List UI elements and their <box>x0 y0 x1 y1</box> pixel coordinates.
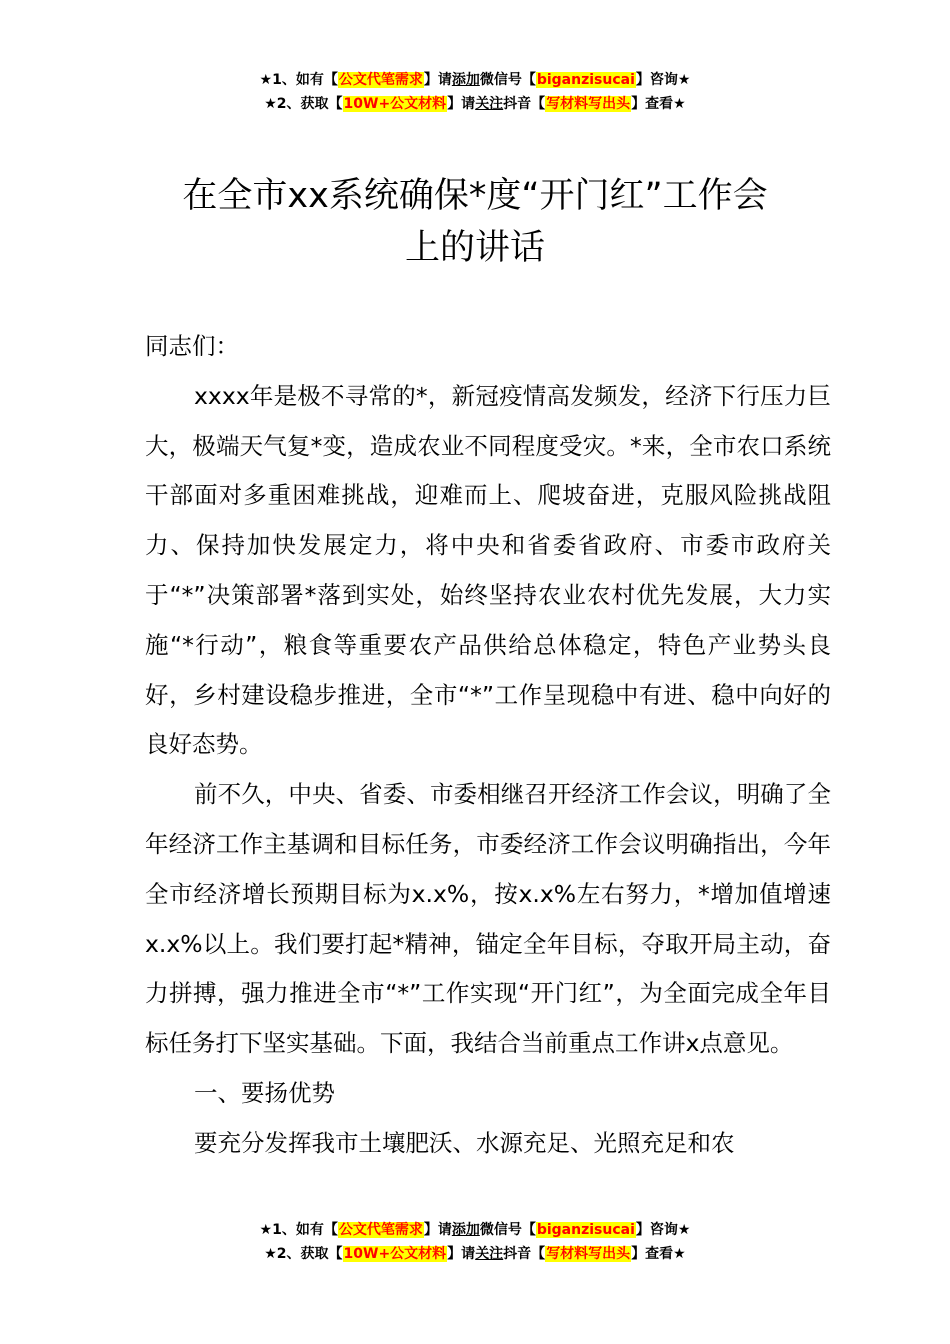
banner-line-2 <box>0 1242 950 1266</box>
banner-highlight: biganzisucai <box>536 1222 635 1238</box>
title-line-2: 上的讲话 <box>404 228 545 268</box>
header-banner <box>0 68 950 116</box>
salutation: 同志们： <box>145 332 239 360</box>
banner-highlight: 公文代笔需求 <box>338 1222 423 1238</box>
banner-highlight: 10W+公文材料 <box>343 1246 447 1262</box>
banner-line-1 <box>0 68 950 92</box>
banner-underline: 添加 <box>451 1222 480 1238</box>
banner-line-1 <box>0 1218 950 1242</box>
title-line-1: 在全市xx系统确保*度“开门红”工作会 <box>182 176 768 216</box>
banner-text: 微信号【 <box>479 1222 536 1238</box>
banner-text: 】请 <box>423 72 452 88</box>
banner-text: 】咨询★ <box>635 72 691 88</box>
footer-banner <box>0 1218 950 1266</box>
paragraph-1: xxxx年是极不寻常的*，新冠疫情高发频发，经济下行压力巨大，极端天气复*变，造成农业不同程度受灾。*来，全市农口系统干部面对多重困难挑战，迎难而上、爬坡奋进，克服风险挑战阻力、保持加快发展定力，将中央和省委省政府、市委市政府关于“*”决策部署*落到实处，始终坚持农业农村优先发展，大力实施“*行动”，粮食等重要农产品供给总体稳定，特色产业势头良好，乡村建设稳步推进，全市“*”工作呈现稳中有进、稳中向好的良好态势。 <box>145 381 831 759</box>
banner-underline: 关注 <box>475 1246 504 1262</box>
banner-text: 】查看★ <box>631 1246 686 1262</box>
banner-text: 】咨询★ <box>635 1222 691 1238</box>
banner-text: 微信号【 <box>479 72 536 88</box>
banner-highlight: 公文代笔需求 <box>338 72 423 88</box>
banner-highlight: 10W+公文材料 <box>343 96 447 112</box>
banner-underline: 关注 <box>475 96 504 112</box>
document-title <box>130 170 820 274</box>
banner-highlight: 写材料写出头 <box>546 96 631 112</box>
banner-text: ★1、如有【 <box>259 1222 338 1238</box>
banner-text: ★2、获取【 <box>264 1246 343 1262</box>
banner-text: 抖音【 <box>503 96 546 112</box>
banner-underline: 添加 <box>451 72 480 88</box>
banner-text: ★1、如有【 <box>259 72 338 88</box>
section-heading-1: 一、要扬优势 <box>194 1078 335 1107</box>
paragraph-3: 要充分发挥我市土壤肥沃、水源充足、光照充足和农 <box>194 1128 735 1157</box>
banner-line-2 <box>0 92 950 116</box>
paragraph-2: 前不久，中央、省委、市委相继召开经济工作会议，明确了全年经济工作主基调和目标任务，市委经济工作会议明确指出，今年全市经济增长预期目标为x.x%，按x.x%左右努力，*增加值增速x.x%以上。我们要打起*精神，锚定全年目标，夺取开局主动，奋力拼搏，强力推进全市“*”工作实现“开门红”，为全面完成全年目标任务打下坚实基础。下面，我结合当前重点工作讲x点意见。 <box>145 780 831 1058</box>
banner-text: 抖音【 <box>503 1246 546 1262</box>
banner-text: 】请 <box>447 96 476 112</box>
banner-text: 】请 <box>447 1246 476 1262</box>
document-body <box>145 322 831 1169</box>
banner-highlight: 写材料写出头 <box>546 1246 631 1262</box>
banner-text: 】请 <box>423 1222 452 1238</box>
banner-text: 】查看★ <box>631 96 686 112</box>
banner-highlight: biganzisucai <box>536 72 635 88</box>
banner-text: ★2、获取【 <box>264 96 343 112</box>
